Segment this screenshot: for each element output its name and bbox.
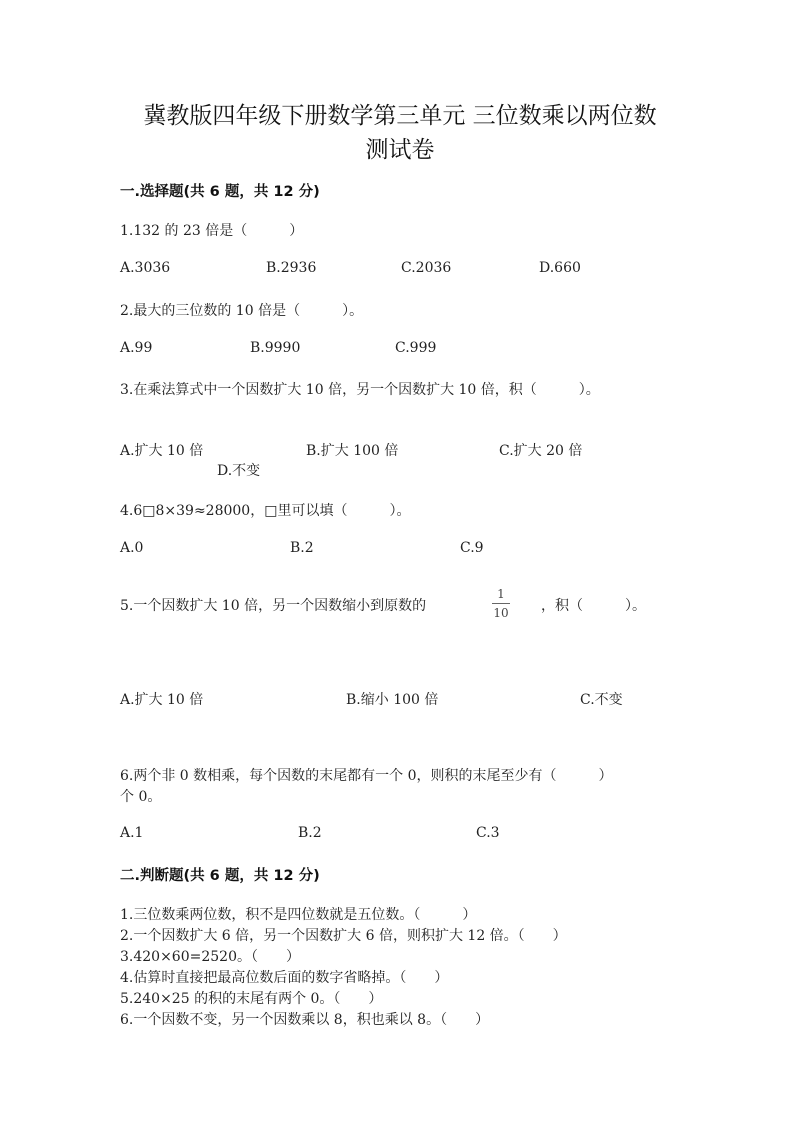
q1-option-b[interactable]: B.2936	[266, 260, 317, 276]
q5-option-b[interactable]: B.缩小 100 倍	[346, 692, 439, 708]
page-title-line2: 测试卷	[365, 137, 435, 163]
q5-option-a[interactable]: A.扩大 10 倍	[120, 692, 204, 708]
judgment-item-1: 1.三位数乘两位数，积不是四位数就是五位数。（ ）	[120, 907, 477, 923]
q2-option-b[interactable]: B.9990	[250, 340, 301, 356]
question-6-line1: 6.两个非 0 数相乘，每个因数的末尾都有一个 0，则积的末尾至少有（ ）	[120, 768, 613, 784]
q1-option-c[interactable]: C.2036	[401, 260, 452, 276]
page-title-line1: 冀教版四年级下册数学第三单元 三位数乘以两位数	[143, 103, 657, 129]
fraction-numerator: 1	[497, 587, 505, 601]
question-5-text: 5.一个因数扩大 10 倍，另一个因数缩小到原数的	[120, 598, 427, 614]
section1-heading: 一.选择题(共 6 题，共 12 分)	[120, 184, 320, 200]
q6-option-b[interactable]: B.2	[298, 825, 322, 841]
question-6-line2: 个 0。	[120, 789, 162, 805]
question-5-tail: ，积（ ）。	[541, 598, 646, 614]
judgment-item-2: 2.一个因数扩大 6 倍，另一个因数扩大 6 倍，则积扩大 12 倍。（ ）	[120, 928, 567, 944]
q2-option-a[interactable]: A.99	[120, 340, 153, 356]
q1-option-a[interactable]: A.3036	[120, 260, 171, 276]
q3-option-a[interactable]: A.扩大 10 倍	[120, 443, 204, 459]
q3-option-c[interactable]: C.扩大 20 倍	[499, 443, 583, 459]
question-2: 2.最大的三位数的 10 倍是（ ）。	[120, 303, 364, 319]
q4-option-c[interactable]: C.9	[460, 540, 484, 556]
q3-option-d[interactable]: D.不变	[217, 463, 261, 479]
question-3: 3.在乘法算式中一个因数扩大 10 倍，另一个因数扩大 10 倍，积（ ）。	[120, 382, 600, 398]
q2-option-c[interactable]: C.999	[395, 340, 437, 356]
question-4: 4.6□8×39≈28000，□里可以填（ ）。	[120, 503, 411, 519]
judgment-item-3: 3.420×60=2520。（ ）	[120, 949, 300, 965]
q1-option-d[interactable]: D.660	[539, 260, 581, 276]
question-1: 1.132 的 23 倍是（ ）	[120, 223, 304, 239]
q3-option-b[interactable]: B.扩大 100 倍	[306, 443, 399, 459]
q5-option-c[interactable]: C.不变	[580, 692, 623, 708]
judgment-item-5: 5.240×25 的积的末尾有两个 0。（ ）	[120, 991, 383, 1007]
q4-option-b[interactable]: B.2	[290, 540, 314, 556]
q4-option-a[interactable]: A.0	[120, 540, 144, 556]
section2-heading: 二.判断题(共 6 题，共 12 分)	[120, 868, 320, 884]
fraction-denominator: 10	[493, 606, 509, 620]
fraction-one-tenth	[490, 588, 512, 619]
q6-option-a[interactable]: A.1	[120, 825, 144, 841]
judgment-item-6: 6.一个因数不变，另一个因数乘以 8，积也乘以 8。（ ）	[120, 1012, 490, 1028]
judgment-item-4: 4.估算时直接把最高位数后面的数字省略掉。（ ）	[120, 970, 449, 986]
q6-option-c[interactable]: C.3	[476, 825, 500, 841]
